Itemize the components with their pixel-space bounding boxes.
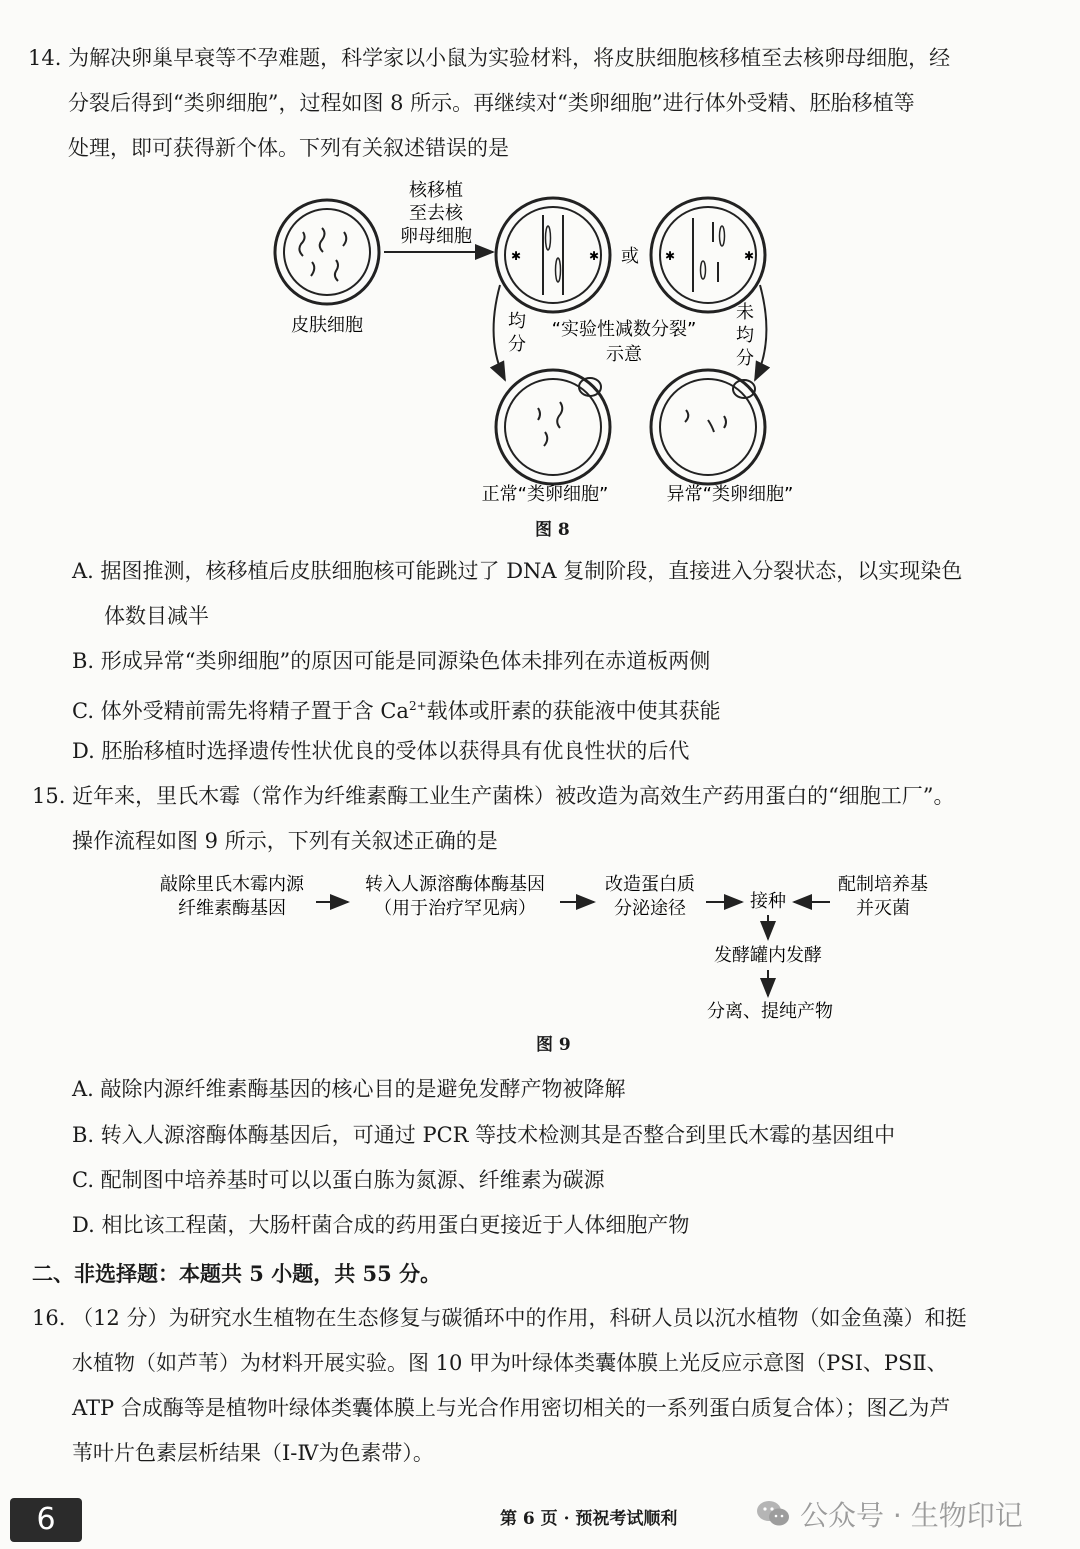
q15-line2: 操作流程如图 9 所示，下列有关叙述正确的是 xyxy=(72,829,498,853)
flow-step3-a: 改造蛋白质 xyxy=(605,874,695,895)
flow-step5-a: 配制培养基 xyxy=(838,874,928,895)
flow-step5-b: 并灭菌 xyxy=(856,898,910,919)
figure-9 xyxy=(0,865,1080,1035)
figure-9-caption: 图 9 xyxy=(536,1035,571,1055)
svg-text:✱: ✱ xyxy=(511,249,522,263)
q14-line1: 14. 为解决卵巢早衰等不孕难题，科学家以小鼠为实验材料，将皮肤细胞核移植至去核卵母细胞，经 xyxy=(28,46,951,70)
q14-option-b: B. 形成异常“类卵细胞”的原因可能是同源染色体未排列在赤道板两侧 xyxy=(72,649,711,673)
flow-step1-b: 纤维素酶基因 xyxy=(178,898,286,919)
uneven-label-1: 未 xyxy=(736,302,754,323)
figure-8 xyxy=(0,170,1080,520)
flow-step6: 发酵罐内发酵 xyxy=(714,945,822,966)
flow-step3-b: 分泌途径 xyxy=(614,898,686,919)
center-label-1: “实验性减数分裂” xyxy=(551,319,697,340)
abnormal-label: 异常“类卵细胞” xyxy=(666,484,794,505)
svg-text:✱: ✱ xyxy=(744,249,755,263)
q16-line3: ATP 合成酶等是植物叶绿体类囊体膜上与光合作用密切相关的一系列蛋白质复合体）；图乙为芦 xyxy=(72,1396,951,1420)
q14-option-c-pre: C. 体外受精前需先将精子置于含 Ca xyxy=(72,699,409,723)
skin-cell-label: 皮肤细胞 xyxy=(291,315,363,336)
abnormal-egg-cell xyxy=(651,370,765,484)
page-number-badge: 6 xyxy=(10,1498,82,1542)
skin-cell xyxy=(275,200,379,304)
question-14 xyxy=(28,36,1058,171)
q14-line3: 处理，即可获得新个体。下列有关叙述错误的是 xyxy=(68,136,509,160)
watermark xyxy=(756,1494,1023,1534)
flow-step2-b: （用于治疗罕见病） xyxy=(374,898,536,919)
q14-line2: 分裂后得到“类卵细胞”，过程如图 8 所示。再继续对“类卵细胞”进行体外受精、胚胎移植等 xyxy=(68,91,915,115)
dividing-cell-even xyxy=(496,198,610,312)
flow-step4: 接种 xyxy=(750,891,786,912)
uneven-label-2: 均 xyxy=(736,325,754,346)
even-label-1: 均 xyxy=(508,311,526,332)
or-label: 或 xyxy=(621,246,639,267)
page-footer: 第 6 页 · 预祝考试顺利 xyxy=(500,1509,678,1529)
q15-option-a: A. 敲除内源纤维素酶基因的核心目的是避免发酵产物被降解 xyxy=(72,1077,626,1101)
normal-label: 正常“类卵细胞” xyxy=(481,484,609,505)
flow-step7: 分离、提纯产物 xyxy=(707,1001,833,1022)
dividing-cell-uneven xyxy=(651,198,765,312)
figure-8-caption: 图 8 xyxy=(535,520,570,540)
q14-option-c xyxy=(72,684,721,734)
q14-option-a-line2: 体数目减半 xyxy=(104,604,209,628)
q14-option-c-post: 载体或肝素的获能液中使其获能 xyxy=(426,699,721,723)
flow-step2-a: 转入人源溶酶体酶基因 xyxy=(365,874,545,895)
q16-line4: 苇叶片色素层析结果（Ⅰ-Ⅳ为色素带）。 xyxy=(72,1441,434,1465)
q14-option-d: D. 胚胎移植时选择遗传性状优良的受体以获得具有优良性状的后代 xyxy=(72,739,690,763)
q15-option-b: B. 转入人源溶酶体酶基因后，可通过 PCR 等技术检测其是否整合到里氏木霉的基因组中 xyxy=(72,1123,896,1147)
wechat-icon xyxy=(756,1500,790,1528)
center-label-2: 示意 xyxy=(606,344,642,365)
q15-option-c: C. 配制图中培养基时可以以蛋白胨为氮源、纤维素为碳源 xyxy=(72,1168,605,1192)
section-2-heading: 二、非选择题：本题共 5 小题，共 55 分。 xyxy=(32,1261,442,1286)
arrow-label-3: 卵母细胞 xyxy=(400,226,472,247)
svg-text:✱: ✱ xyxy=(589,249,600,263)
watermark-text: 公众号 · 生物印记 xyxy=(800,1499,1023,1532)
arrow-label-1: 核移植 xyxy=(409,180,463,201)
question-15 xyxy=(32,774,1062,864)
svg-text:✱: ✱ xyxy=(665,249,676,263)
q14-option-c-sup: 2+ xyxy=(408,699,427,713)
q15-line1: 15. 近年来，里氏木霉（常作为纤维素酶工业生产菌株）被改造为高效生产药用蛋白的“细胞工厂”。 xyxy=(32,784,955,808)
q15-option-d: D. 相比该工程菌，大肠杆菌合成的药用蛋白更接近于人体细胞产物 xyxy=(72,1213,690,1237)
uneven-label-3: 分 xyxy=(736,348,754,369)
q16-line1: 16. （12 分）为研究水生植物在生态修复与碳循环中的作用，科研人员以沉水植物（如金鱼藻）和挺 xyxy=(32,1306,967,1330)
even-label-2: 分 xyxy=(508,334,526,355)
q14-option-a-line1: A. 据图推测，核移植后皮肤细胞核可能跳过了 DNA 复制阶段，直接进入分裂状态，以实现染色 xyxy=(72,559,963,583)
q16-line2: 水植物（如芦苇）为材料开展实验。图 10 甲为叶绿体类囊体膜上光反应示意图（PSⅠ、PSⅡ、 xyxy=(72,1351,948,1375)
question-16 xyxy=(32,1296,1062,1476)
flow-step1-a: 敲除里氏木霉内源 xyxy=(160,874,304,895)
normal-egg-cell xyxy=(496,370,610,484)
arrow-label-2: 至去核 xyxy=(409,203,463,224)
